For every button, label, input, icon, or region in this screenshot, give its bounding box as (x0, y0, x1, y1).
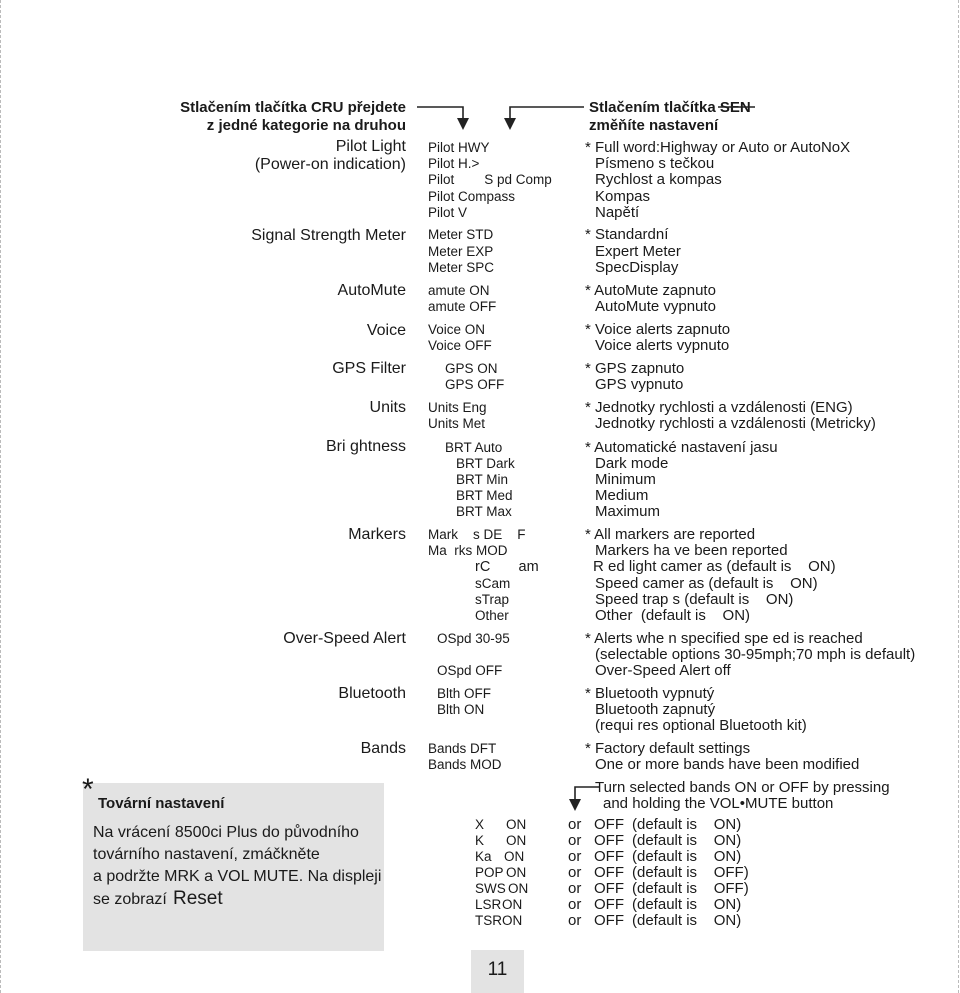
option-item: Mark s DE F (428, 527, 526, 542)
description-item: Písmeno s tečkou (595, 155, 715, 172)
description-item: R ed light camer as (default is ON) (593, 558, 836, 575)
band-default: (default is ON) (632, 912, 742, 929)
description-item: Over-Speed Alert off (595, 662, 731, 679)
category-gps-filter: GPS Filter (332, 360, 406, 377)
band-name: Ka (475, 849, 492, 864)
option-item: GPS ON (445, 361, 498, 376)
option-item: Pilot S pd Comp (428, 172, 552, 187)
band-name: LSR (475, 897, 502, 912)
category-pilot-light-sub: (Power-on indication) (254, 156, 406, 173)
description-item: * Bluetooth vypnutý (585, 685, 715, 702)
band-alt: OFF (594, 864, 624, 881)
band-name: TSR (475, 913, 502, 928)
option-item: GPS OFF (445, 377, 505, 392)
band-or: or (568, 848, 582, 865)
category-brightness: Bri ghtness (325, 438, 406, 455)
description-item: * Full word:Highway or Auto or AutoNoX (585, 139, 851, 156)
description-item: * Alerts whe n specified spe ed is reached (585, 630, 863, 647)
band-default: (default is ON) (632, 832, 742, 849)
option-item: OSpd 30-95 (437, 631, 510, 646)
note-line: se zobrazí (93, 891, 167, 908)
cru-arrow-icon (417, 107, 463, 120)
option-item: BRT Auto (445, 440, 503, 455)
band-default: (default is OFF) (632, 864, 749, 881)
option-item: BRT Dark (456, 456, 515, 471)
option-item: Meter STD (428, 227, 494, 242)
band-alt: OFF (594, 816, 624, 833)
category-bluetooth: Bluetooth (338, 685, 406, 702)
description-item: Speed trap s (default is ON) (595, 591, 794, 608)
band-name: SWS (475, 881, 506, 896)
band-state: ON (502, 897, 523, 912)
option-item: Meter EXP (428, 244, 494, 259)
reset-display-text: Reset (173, 888, 223, 909)
description-item: * Jednotky rychlosti a vzdálenosti (ENG) (585, 399, 853, 416)
category-pilot-light: Pilot Light (335, 138, 406, 155)
header-left-line2: z jedné kategorie na druhou (206, 117, 406, 134)
option-item: Bands MOD (428, 757, 502, 772)
option-item: amute OFF (428, 299, 497, 314)
description-item: (requi res optional Bluetooth kit) (595, 717, 807, 734)
description-item: SpecDisplay (595, 259, 679, 276)
description-item: * Automatické nastavení jasu (585, 439, 778, 456)
category-units: Units (369, 399, 406, 416)
band-or: or (568, 896, 582, 913)
band-name: K (475, 833, 485, 848)
band-state: ON (506, 817, 527, 832)
band-default: (default is ON) (632, 848, 742, 865)
band-state: ON (502, 913, 523, 928)
description-item: Minimum (595, 471, 656, 488)
band-or: or (568, 880, 582, 897)
option-item: Pilot H.> (428, 156, 480, 171)
option-item: rC am (475, 559, 539, 575)
band-default: (default is OFF) (632, 880, 749, 897)
band-alt: OFF (594, 832, 624, 849)
note-title: Tovární nastavení (98, 795, 225, 812)
description-item: Turn selected bands ON or OFF by pressing (595, 779, 890, 796)
description-item: * GPS zapnuto (585, 360, 685, 377)
description-item: * Voice alerts zapnuto (585, 321, 731, 338)
category-over-speed-alert: Over-Speed Alert (283, 630, 406, 647)
description-item: Rychlost a kompas (595, 171, 722, 188)
sen-arrow-icon (510, 107, 584, 120)
option-item: Units Eng (428, 400, 487, 415)
description-item: Napětí (595, 204, 640, 221)
description-item: GPS vypnuto (595, 376, 684, 393)
description-item: AutoMute vypnuto (595, 298, 716, 315)
header-right-line1: Stlačením tlačítka SEN (589, 99, 751, 116)
description-item: Expert Meter (595, 243, 681, 260)
band-or: or (568, 816, 582, 833)
band-or: or (568, 912, 582, 929)
option-item: Meter SPC (428, 260, 495, 275)
option-item: Pilot HWY (428, 140, 490, 155)
category-bands: Bands (360, 740, 406, 757)
description-item: Kompas (595, 188, 651, 205)
band-name: POP (475, 865, 504, 880)
note-line: Na vrácení 8500ci Plus do původního (93, 824, 359, 841)
band-alt: OFF (594, 896, 624, 913)
band-alt: OFF (594, 912, 624, 929)
band-or: or (568, 864, 582, 881)
description-item: Jednotky rychlosti a vzdálenosti (Metricky) (595, 415, 876, 432)
description-item: * Factory default settings (585, 740, 751, 757)
description-item: Markers ha ve been reported (595, 542, 788, 559)
description-item: Bluetooth zapnutý (595, 701, 716, 718)
description-item: * All markers are reported (585, 526, 756, 543)
note-star: * (82, 773, 94, 806)
note-line: a podržte MRK a VOL MUTE. Na displeji (93, 868, 382, 885)
band-name: X (475, 817, 485, 832)
description-item: (selectable options 30-95mph;70 mph is default) (595, 646, 916, 663)
option-item: sCam (475, 576, 511, 591)
description-item: One or more bands have been modified (595, 756, 860, 773)
description-item: Medium (595, 487, 649, 504)
option-item: Pilot V (428, 205, 468, 220)
band-state: ON (506, 833, 527, 848)
band-alt: OFF (594, 848, 624, 865)
band-alt: OFF (594, 880, 624, 897)
description-item: Other (default is ON) (595, 607, 751, 624)
band-default: (default is ON) (632, 896, 742, 913)
category-markers: Markers (348, 526, 406, 543)
band-state: ON (508, 881, 529, 896)
option-item: Bands DFT (428, 741, 497, 756)
description-item: * AutoMute zapnuto (585, 282, 716, 299)
category-automute: AutoMute (337, 282, 406, 299)
description-item: and holding the VOL•MUTE button (603, 795, 834, 812)
category-signal-strength: Signal Strength Meter (251, 227, 406, 244)
band-state: ON (504, 849, 525, 864)
option-item: BRT Med (456, 488, 513, 503)
description-item: * Standardní (585, 226, 669, 243)
option-item: Blth OFF (437, 686, 492, 701)
option-item: Units Met (428, 416, 486, 431)
page-number: 11 (471, 950, 524, 993)
option-item: Ma rks MOD (428, 543, 508, 558)
option-item: OSpd OFF (437, 663, 503, 678)
option-item: sTrap (475, 592, 510, 607)
option-item: Voice OFF (428, 338, 492, 353)
note-line: továrního nastavení, zmáčkněte (93, 846, 320, 863)
band-state: ON (506, 865, 527, 880)
option-item: BRT Min (456, 472, 509, 487)
band-default: (default is ON) (632, 816, 742, 833)
option-item: Blth ON (437, 702, 485, 717)
option-item: Voice ON (428, 322, 486, 337)
option-item: amute ON (428, 283, 490, 298)
description-item: Voice alerts vypnuto (595, 337, 730, 354)
description-item: Dark mode (595, 455, 669, 472)
band-or: or (568, 832, 582, 849)
category-voice: Voice (366, 322, 406, 339)
description-item: Speed camer as (default is ON) (595, 575, 818, 592)
option-item: Other (475, 608, 509, 623)
option-item: Pilot Compass (428, 189, 516, 204)
option-item: BRT Max (456, 504, 512, 519)
description-item: Maximum (595, 503, 661, 520)
header-left-line1: Stlačením tlačítka CRU přejdete (180, 99, 406, 116)
header-right-line2: změňíte nastavení (589, 117, 719, 134)
